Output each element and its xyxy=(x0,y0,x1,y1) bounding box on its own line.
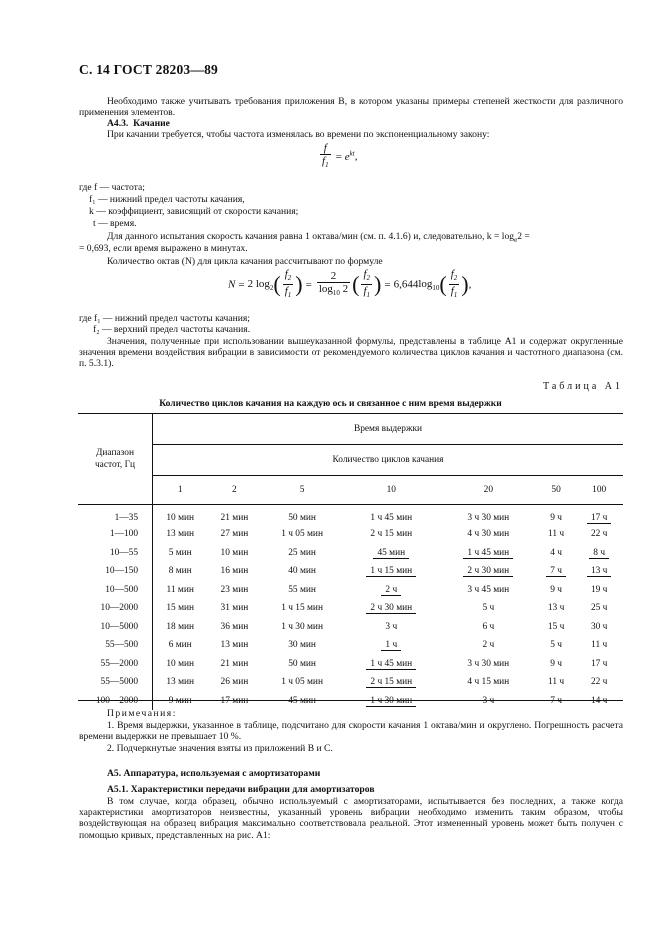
time-cell xyxy=(261,505,342,526)
time-value: 11 мин xyxy=(166,584,194,595)
time-value: 1 ч 30 мин xyxy=(281,621,323,632)
time-cell xyxy=(575,636,623,655)
time-value: 11 ч xyxy=(548,529,565,540)
time-cell xyxy=(440,562,537,581)
time-value: 11 ч xyxy=(591,640,608,651)
time-value: 3 ч 30 мин xyxy=(467,513,510,523)
table-row xyxy=(78,673,623,692)
cycles-header-cell: 10 xyxy=(343,476,440,505)
time-cell xyxy=(261,618,342,637)
time-cell xyxy=(261,562,342,581)
time-value: 30 мин xyxy=(288,640,316,651)
table-row xyxy=(78,562,623,581)
table-row xyxy=(78,544,623,563)
time-cell xyxy=(440,618,537,637)
time-value: 36 мин xyxy=(220,621,249,632)
time-cell xyxy=(575,618,623,637)
time-cell xyxy=(153,599,208,618)
range-cell: 10—500 xyxy=(78,581,153,600)
range-cell: 10—150 xyxy=(78,562,153,581)
col-header-cycles: Количество циклов качания xyxy=(153,445,624,476)
time-cell xyxy=(153,618,208,637)
time-cell xyxy=(343,599,440,618)
time-cell xyxy=(575,562,623,581)
table-row xyxy=(78,636,623,655)
time-cell xyxy=(153,525,208,544)
time-cell xyxy=(207,636,261,655)
table-row xyxy=(78,618,623,637)
time-cell xyxy=(440,581,537,600)
time-cell xyxy=(343,544,440,563)
time-value: 1 ч 15 мин xyxy=(366,566,416,577)
time-cell xyxy=(343,636,440,655)
time-value: 31 мин xyxy=(220,603,249,614)
time-cell xyxy=(153,505,208,526)
time-cell xyxy=(343,655,440,674)
time-value: 40 мин xyxy=(288,566,316,577)
time-cell xyxy=(575,525,623,544)
table-bottom-rule xyxy=(78,700,623,701)
cycles-header-cell: 100 xyxy=(575,476,623,505)
time-cell xyxy=(440,636,537,655)
time-cell xyxy=(207,599,261,618)
time-value: 45 мин xyxy=(373,548,409,559)
time-cell xyxy=(537,599,575,618)
time-cell xyxy=(207,618,261,637)
time-value: 2 ч xyxy=(482,640,495,651)
col-header-range: Диапазон частот, Гц xyxy=(78,414,153,505)
range-cell: 1—35 xyxy=(78,505,153,526)
cycles-header-cell: 2 xyxy=(207,476,261,505)
time-cell xyxy=(261,673,342,692)
range-cell: 100—2000 xyxy=(78,692,153,711)
time-value: 45 мин xyxy=(288,695,316,706)
section-a43-heading: А4.3. Качание xyxy=(107,118,170,129)
col-header-time: Время выдержки xyxy=(153,414,624,445)
swing-cycles-table xyxy=(78,414,623,710)
time-cell xyxy=(207,655,261,674)
def-t: t — время. xyxy=(93,218,137,229)
time-value: 13 ч xyxy=(547,603,565,614)
time-value: 10 мин xyxy=(166,513,195,523)
time-value: 21 мин xyxy=(220,658,249,669)
time-value: 16 мин xyxy=(220,566,249,577)
time-cell xyxy=(261,655,342,674)
time-value: 9 ч xyxy=(550,658,562,669)
time-value: 9 ч xyxy=(550,513,562,523)
time-value: 17 ч xyxy=(587,513,611,524)
time-value: 8 мин xyxy=(168,566,192,577)
notes-title: Примечания: xyxy=(107,708,177,719)
table-row xyxy=(78,505,623,526)
time-value: 2 ч 15 мин xyxy=(366,677,416,688)
time-cell xyxy=(440,544,537,563)
time-value: 5 мин xyxy=(168,547,192,558)
time-value: 13 ч xyxy=(587,566,611,577)
time-cell xyxy=(440,505,537,526)
time-value: 2 ч 30 мин xyxy=(463,566,513,577)
time-value: 1 ч 45 мин xyxy=(366,659,416,670)
time-value: 4 ч 15 мин xyxy=(467,677,510,688)
note-2: 2. Подчеркнутые значения взяты из приложений В и С. xyxy=(107,743,333,754)
time-cell xyxy=(261,544,342,563)
table-row xyxy=(78,525,623,544)
rate-text-line1: Для данного испытания скорость качания равна 1 октава/мин (см. п. 4.1.6) и, следовательно, $k = \log_e2$ = xyxy=(107,231,530,244)
time-value: 13 мин xyxy=(220,640,249,651)
time-value: 25 ч xyxy=(590,603,608,614)
time-value: 30 ч xyxy=(590,621,608,632)
range-cell: 10—5000 xyxy=(78,618,153,637)
time-cell xyxy=(207,525,261,544)
time-value: 5 ч xyxy=(482,603,495,614)
time-value: 1 ч 05 мин xyxy=(281,529,323,540)
swing-text: При качании требуется, чтобы частота изменялась во времени по экспоненциальному закону: xyxy=(107,129,490,140)
time-cell xyxy=(440,673,537,692)
time-value: 14 ч xyxy=(590,695,608,706)
time-value: 50 мин xyxy=(288,513,316,523)
page-header: С. 14 ГОСТ 28203—89 xyxy=(79,62,218,77)
time-value: 19 ч xyxy=(590,584,608,595)
formula-exponential: $\frac{f}{f_1}$ = $e^{kt}$, xyxy=(322,142,358,170)
time-cell xyxy=(440,599,537,618)
def-k: k — коэффициент, зависящий от скорости качания; xyxy=(89,206,299,217)
time-cell xyxy=(537,544,575,563)
table-row xyxy=(78,581,623,600)
time-cell xyxy=(575,581,623,600)
time-value: 10 мин xyxy=(166,658,195,669)
time-cell xyxy=(440,525,537,544)
time-value: 18 мин xyxy=(166,621,195,632)
section-a5-heading: А5. Аппаратура, используемая с амортизаторами xyxy=(107,768,321,779)
time-cell xyxy=(343,581,440,600)
time-cell xyxy=(575,655,623,674)
time-cell xyxy=(153,673,208,692)
time-cell xyxy=(537,525,575,544)
time-cell xyxy=(261,525,342,544)
range-cell: 55—500 xyxy=(78,636,153,655)
time-value: 10 мин xyxy=(220,547,249,558)
time-value: 13 мин xyxy=(166,677,195,688)
time-cell xyxy=(537,655,575,674)
time-value: 6 мин xyxy=(168,640,192,651)
table-row xyxy=(78,599,623,618)
time-cell xyxy=(153,655,208,674)
time-value: 1 ч xyxy=(381,640,401,651)
time-cell xyxy=(537,618,575,637)
cycles-header-cell: 5 xyxy=(261,476,342,505)
time-cell xyxy=(343,618,440,637)
def2-f2: f₂ — верхний предел частоты качания. xyxy=(93,324,251,335)
time-value: 3 ч 30 мин xyxy=(467,658,510,669)
final-paragraph: В том случае, когда образец, обычно используемый с амортизаторами, испытывается без последних, а также когда характеристики амортизаторов неизвестны, указанный уровень вибрации необходимо изменить таким образом, чтобы воздействующая на образец вибрация максимально соответствовала реальной. Этот измененный уровень может быть получен с помощью кривых, представленных на рис. А1: xyxy=(79,796,623,841)
time-value: 6 ч xyxy=(482,621,495,632)
range-cell: 10—2000 xyxy=(78,599,153,618)
def2-f1: где f₁ — нижний предел частоты качания; xyxy=(79,313,250,324)
cycles-header-cell: 1 xyxy=(153,476,208,505)
time-value: 21 мин xyxy=(220,513,249,523)
table-caption: Таблица А1 xyxy=(543,381,623,392)
time-value: 1 ч 05 мин xyxy=(281,677,323,688)
range-cell: 1—100 xyxy=(78,525,153,544)
time-value: 26 мин xyxy=(220,677,249,688)
values-paragraph: Значения, полученные при использовании вышеуказанной формулы, представлены в таблице А1 и содержат округленные значения времени воздействия вибрации в зависимости от рекомендуемого количества циклов качания и частотного диапазона (см. п. 5.3.1). xyxy=(79,336,623,370)
time-cell xyxy=(575,505,623,526)
time-cell xyxy=(575,544,623,563)
cycles-header-cell: 20 xyxy=(440,476,537,505)
time-cell xyxy=(261,581,342,600)
time-cell xyxy=(537,505,575,526)
time-value: 4 ч 30 мин xyxy=(467,529,510,540)
rate-text-line2: = 0,693, если время выражено в минутах. xyxy=(79,243,248,254)
time-value: 22 ч xyxy=(590,677,608,688)
def-f1: f₁ — нижний предел частоты качания, xyxy=(89,194,245,205)
time-value: 17 ч xyxy=(590,658,608,669)
table-title: Количество циклов качания на каждую ось и связанное с ним время выдержки xyxy=(159,399,502,409)
time-value: 17 мин xyxy=(220,695,249,706)
time-value: 8 ч xyxy=(589,548,609,559)
time-value: 50 мин xyxy=(288,658,316,669)
time-cell xyxy=(153,581,208,600)
time-value: 4 ч xyxy=(550,547,562,558)
octaves-text: Количество октав (N) для цикла качания рассчитывают по формуле xyxy=(107,256,383,267)
time-cell xyxy=(343,525,440,544)
time-cell xyxy=(575,673,623,692)
time-value: 3 ч xyxy=(385,621,398,632)
time-cell xyxy=(537,673,575,692)
time-value: 9 ч xyxy=(550,584,562,595)
time-cell xyxy=(343,505,440,526)
intro-paragraph: Необходимо также учитывать требования приложения В, в котором указаны примеры степеней жесткости для различного применения элементов. xyxy=(79,96,623,119)
note-1: 1. Время выдержки, указанное в таблице, подсчитано для скорости качания 1 октава/мин и округлено. Погрешность расчета времени выдержки не превышает 10 %. xyxy=(79,720,623,743)
time-cell xyxy=(537,636,575,655)
time-cell xyxy=(440,655,537,674)
time-value: 3 ч xyxy=(482,695,495,706)
time-value: 1 ч 30 мин xyxy=(366,696,416,707)
time-cell xyxy=(153,562,208,581)
time-value: 5 ч xyxy=(550,640,562,651)
time-value: 1 ч 45 мин xyxy=(370,513,413,523)
cycles-header-cell: 50 xyxy=(537,476,575,505)
time-value: 55 мин xyxy=(288,584,316,595)
time-cell xyxy=(343,673,440,692)
time-value: 1 ч 45 мин xyxy=(463,548,513,559)
time-value: 1 ч 15 мин xyxy=(281,603,323,614)
time-value: 27 мин xyxy=(220,529,249,540)
time-cell xyxy=(537,581,575,600)
time-value: 2 ч 30 мин xyxy=(366,603,416,614)
time-cell xyxy=(261,636,342,655)
time-value: 7 ч xyxy=(550,695,562,706)
time-cell xyxy=(261,599,342,618)
time-cell xyxy=(575,599,623,618)
table-row xyxy=(78,655,623,674)
time-value: 15 мин xyxy=(166,603,195,614)
range-cell: 10—55 xyxy=(78,544,153,563)
time-cell xyxy=(207,581,261,600)
range-cell: 55—5000 xyxy=(78,673,153,692)
cycles-header-row xyxy=(78,476,623,505)
time-value: 9 мин xyxy=(168,695,192,706)
time-cell xyxy=(207,562,261,581)
time-cell xyxy=(207,673,261,692)
time-cell xyxy=(537,562,575,581)
time-value: 22 ч xyxy=(590,529,608,540)
time-value: 2 ч xyxy=(381,585,401,596)
time-cell xyxy=(207,544,261,563)
range-cell: 55—2000 xyxy=(78,655,153,674)
formula-octaves: N = 2 $\log_2$( $\frac{f_2}{f_1}$ ) = $\frac{2}{\log_{10} 2}$ ( $\frac{f_2}{f_1}$ ) = $6,644\log_{10}$( $\frac{f_2}{f_1}$ ), xyxy=(228,268,472,300)
def-f: где f — частота; xyxy=(79,182,145,193)
time-value: 23 мин xyxy=(220,584,249,595)
table-body xyxy=(78,505,623,711)
time-value: 15 ч xyxy=(547,621,565,632)
time-value: 13 мин xyxy=(166,529,195,540)
section-a51-heading: А5.1. Характеристики передачи вибрации для амортизаторов xyxy=(107,784,375,795)
time-value: 2 ч 15 мин xyxy=(370,529,413,540)
time-cell xyxy=(343,562,440,581)
time-value: 25 мин xyxy=(288,547,316,558)
time-value: 3 ч 45 мин xyxy=(467,584,510,595)
time-value: 11 ч xyxy=(548,677,565,688)
time-cell xyxy=(153,544,208,563)
time-cell xyxy=(153,636,208,655)
time-value: 7 ч xyxy=(546,566,566,577)
time-cell xyxy=(207,505,261,526)
